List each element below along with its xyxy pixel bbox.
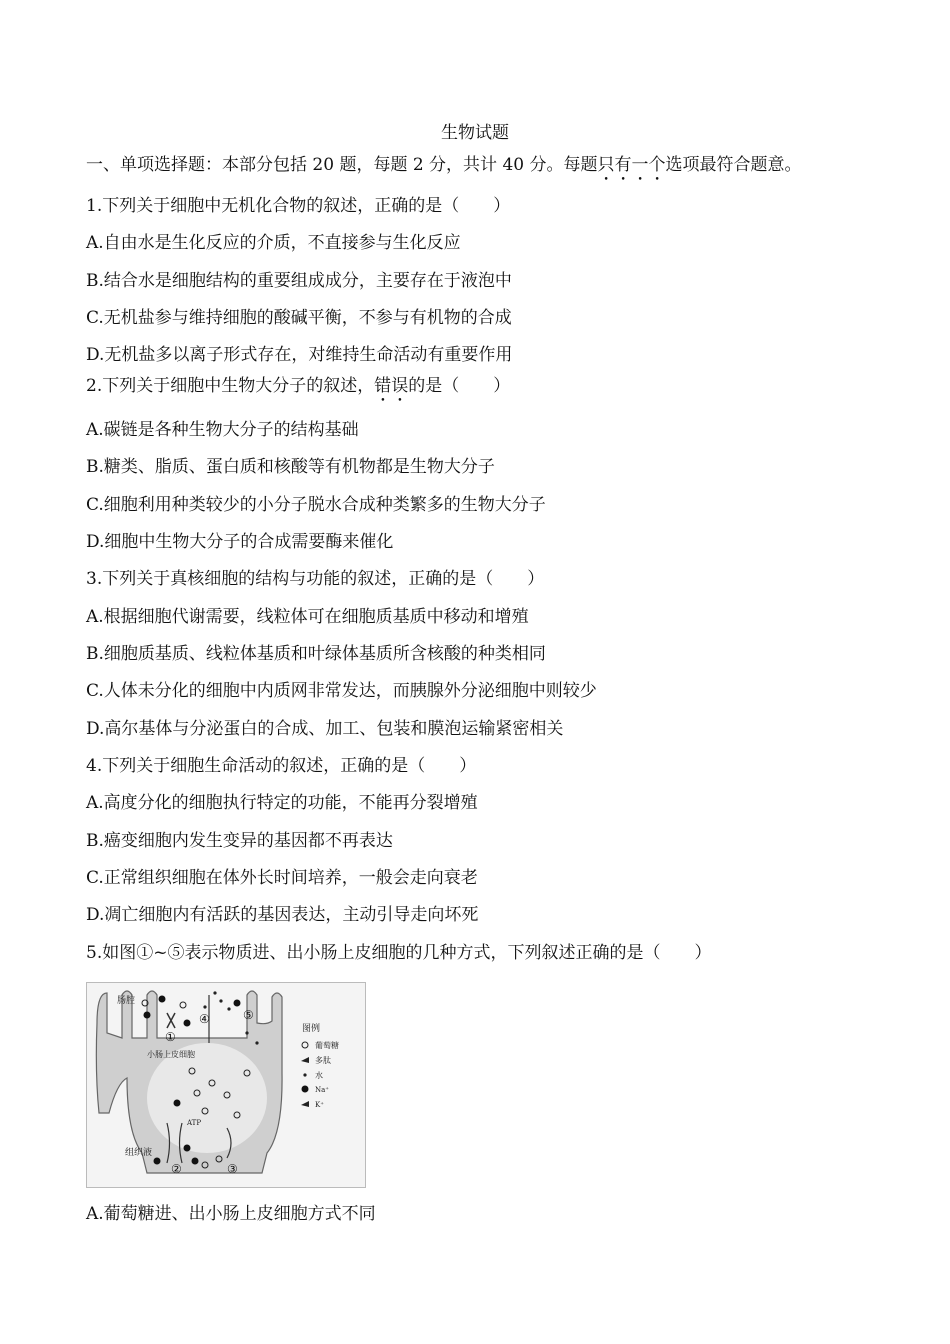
- q2-stem-prefix: 2.下列关于细胞中生物大分子的叙述，: [86, 376, 375, 396]
- channel-1: [167, 1013, 175, 1028]
- section-heading: [86, 150, 886, 185]
- marker-3: ③: [227, 1162, 238, 1176]
- legend-potassium: K⁺: [315, 1101, 324, 1109]
- legend-glucose: 葡萄糖: [315, 1041, 339, 1050]
- section-suffix: 选项最符合题意。: [665, 155, 802, 175]
- q2-stem-suffix: 的是（ ）: [408, 376, 511, 396]
- document-title: 生物试题: [441, 123, 509, 143]
- q2-option-b: B.糖类、脂质、蛋白质和核酸等有机物都是生物大分子: [86, 457, 495, 477]
- q2-option-d: D.细胞中生物大分子的合成需要酶来催化: [86, 532, 394, 552]
- q2-option-a: A.碳链是各种生物大分子的结构基础: [86, 420, 359, 440]
- section-emphasis: 只有一个: [597, 155, 666, 175]
- q2-stem-emphasis: 错误: [374, 376, 409, 396]
- marker-2: ②: [171, 1162, 182, 1176]
- tissue-label: 组织液: [125, 1148, 153, 1158]
- legend: [301, 1022, 339, 1109]
- q3-option-a: A.根据细胞代谢需要，线粒体可在细胞质基质中移动和增殖: [86, 607, 529, 627]
- marker-1: ①: [165, 1030, 176, 1044]
- q4-option-a: A.高度分化的细胞执行特定的功能，不能再分裂增殖: [86, 793, 478, 813]
- legend-water: 水: [315, 1071, 323, 1080]
- legend-title: 图例: [302, 1024, 321, 1034]
- marker-4: ④: [199, 1012, 210, 1026]
- q3-option-c: C.人体未分化的细胞中内质网非常发达，而胰腺外分泌细胞中则较少: [86, 681, 597, 701]
- q4-option-c: C.正常组织细胞在体外长时间培养，一般会走向衰老: [86, 868, 478, 888]
- question-3-stem: 3.下列关于真核细胞的结构与功能的叙述，正确的是（ ）: [86, 569, 545, 589]
- question-5-stem: 5.如图①~⑤表示物质进、出小肠上皮细胞的几种方式，下列叙述正确的是（ ）: [86, 943, 712, 963]
- legend-sodium: Na⁺: [315, 1086, 329, 1094]
- section-prefix: 一、单项选择题：本部分包括 20 题，每题 2 分，共计 40 分。每题: [86, 155, 598, 175]
- q1-option-c: C.无机盐参与维持细胞的酸碱平衡，不参与有机物的合成: [86, 308, 512, 328]
- q1-option-d: D.无机盐多以离子形式存在，对维持生命活动有重要作用: [86, 345, 513, 365]
- legend-peptide: 多肽: [315, 1056, 331, 1065]
- question-2-stem: [86, 375, 510, 406]
- q4-option-d: D.凋亡细胞内有活跃的基因表达，主动引导走向坏死: [86, 905, 479, 925]
- q1-option-a: A.自由水是生化反应的介质，不直接参与生化反应: [86, 233, 461, 253]
- q3-option-d: D.高尔基体与分泌蛋白的合成、加工、包装和膜泡运输紧密相关: [86, 719, 564, 739]
- cell-label: 小肠上皮细胞: [147, 1050, 195, 1059]
- intestinal-cell-figure: [86, 982, 366, 1188]
- q1-option-b: B.结合水是细胞结构的重要组成成分，主要存在于液泡中: [86, 271, 512, 291]
- lumen-label: 肠腔: [117, 996, 136, 1006]
- question-4-stem: 4.下列关于细胞生命活动的叙述，正确的是（ ）: [86, 756, 477, 776]
- q4-option-b: B.癌变细胞内发生变异的基因都不再表达: [86, 831, 393, 851]
- marker-5: ⑤: [243, 1008, 254, 1022]
- q2-option-c: C.细胞利用种类较少的小分子脱水合成种类繁多的生物大分子: [86, 495, 546, 515]
- cell-interior: [147, 1043, 267, 1153]
- intestinal-cell-diagram: [87, 983, 365, 1187]
- question-1-stem: 1.下列关于细胞中无机化合物的叙述，正确的是（ ）: [86, 196, 511, 216]
- q3-option-b: B.细胞质基质、线粒体基质和叶绿体基质所含核酸的种类相同: [86, 644, 546, 664]
- q5-option-a: A.葡萄糖进、出小肠上皮细胞方式不同: [86, 1204, 376, 1224]
- atp-label: ATP: [187, 1119, 202, 1127]
